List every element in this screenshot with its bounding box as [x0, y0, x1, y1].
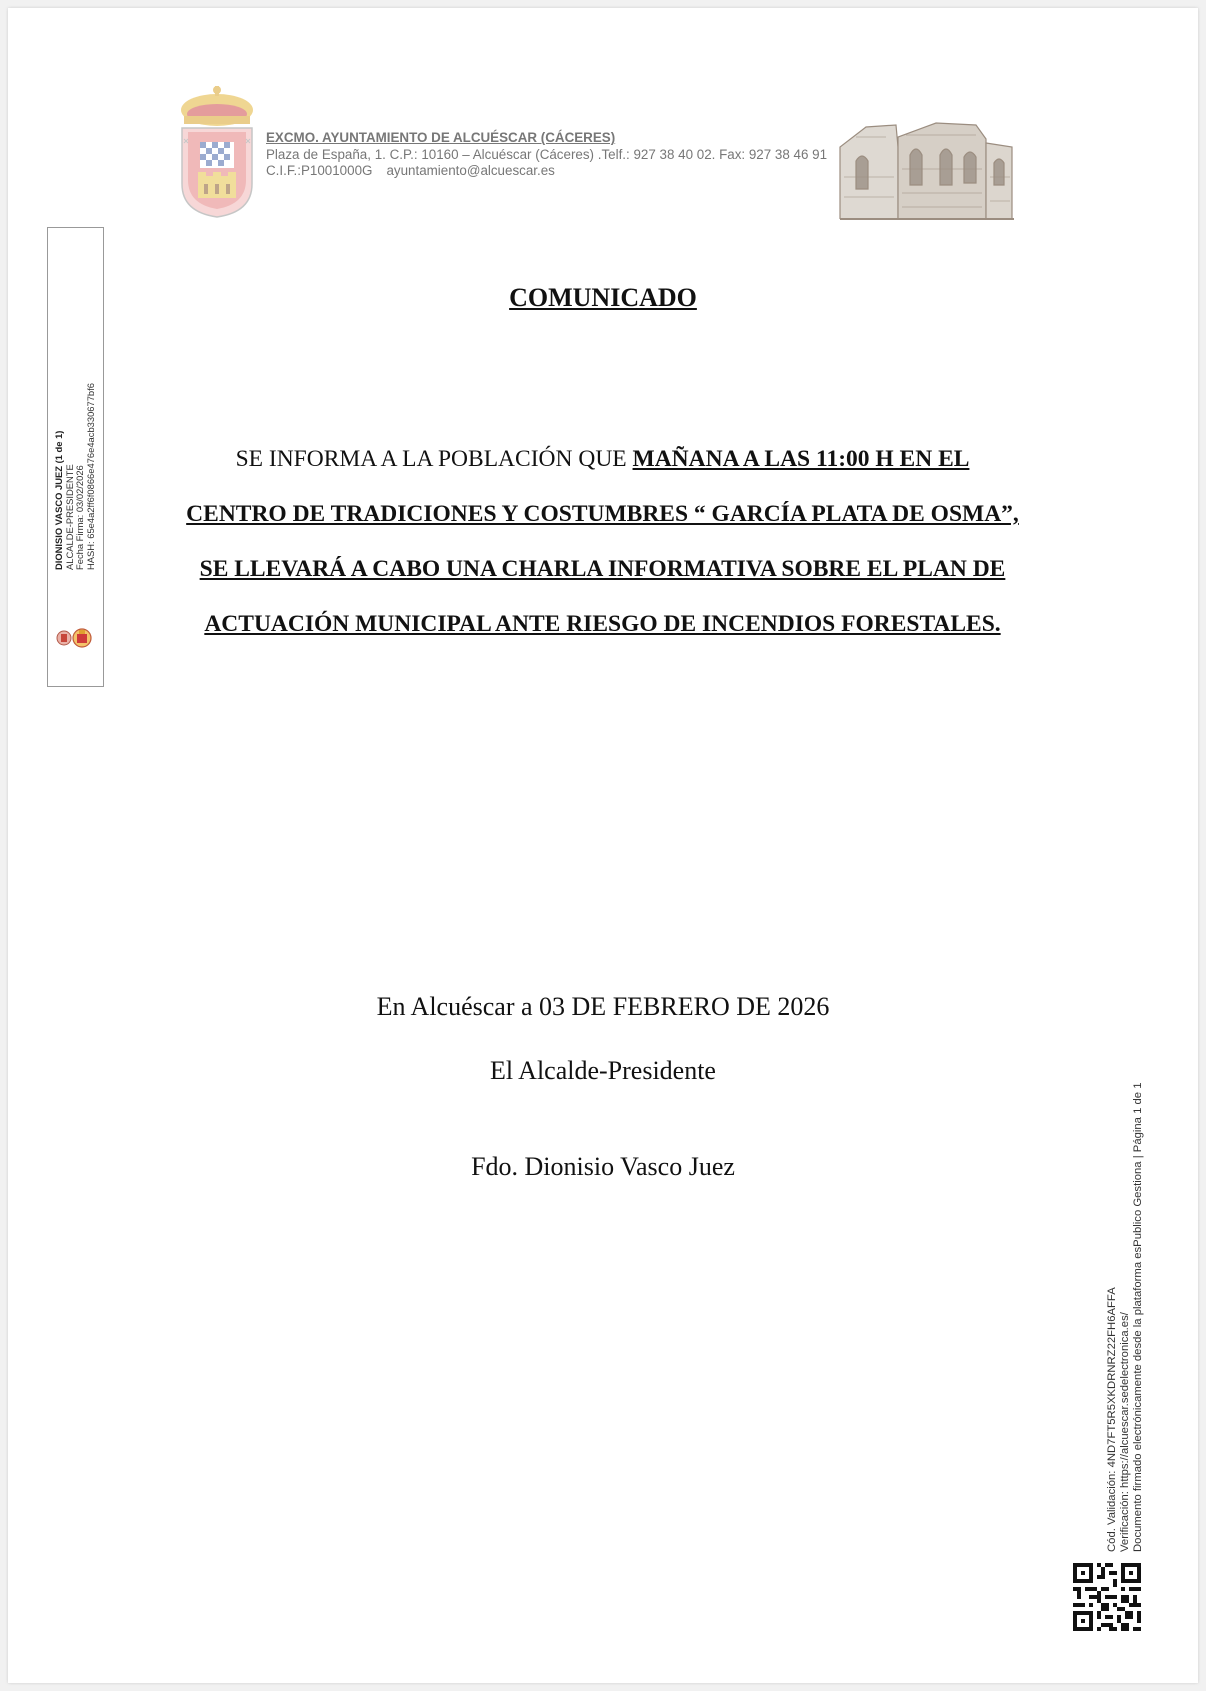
letterhead-email: ayuntamiento@alcuescar.es — [386, 163, 555, 178]
signer-role: El Alcalde-Presidente — [490, 1056, 716, 1085]
verification-block — [1106, 1082, 1144, 1552]
announcement-intro: SE INFORMA A LA POBLACIÓN QUE — [235, 446, 633, 472]
signer-name: Fdo. Dionisio Vasco Juez — [471, 1152, 735, 1181]
announcement-highlight: MAÑANA A LAS 11:00 H EN EL CENTRO DE TRADICIONES Y COSTUMBRES “ GARCÍA PLATA DE OSMA”, SE LLEVARÁ A CABO UNA CHARLA INFORMATIVA SOBRE EL PLAN DE ACTUACIÓN MUNICIPAL ANTE RIESGO DE INCENDIOS FORESTALES. — [186, 446, 1019, 637]
signature-name: DIONISIO VASCO JUEZ (1 de 1) — [53, 430, 64, 570]
letterhead-cif: C.I.F.:P1001000G — [266, 163, 373, 178]
verification-code: Cód. Validación: 4ND7FT5R5XKDRNRZ22FH6AFFA — [1106, 1287, 1118, 1552]
signature-details — [54, 383, 96, 570]
signature-hash: HASH: 65e4a2ff6f0866e476e4acb330677bf6 — [84, 383, 96, 570]
coat-of-arms-icon — [176, 84, 258, 220]
signature-seal-icon — [55, 626, 95, 650]
signature-role: ALCALDE-PRESIDENTE — [63, 464, 75, 570]
letterhead-title: EXCMO. AYUNTAMIENTO DE ALCUÉSCAR (CÁCERES) — [266, 130, 616, 145]
qr-code-icon — [1073, 1563, 1141, 1631]
signature-date: Fecha Firma: 03/02/2026 — [74, 465, 86, 570]
church-illustration — [836, 117, 1018, 221]
letterhead-address: Plaza de España, 1. C.P.: 10160 – Alcuéscar (Cáceres) .Telf.: 927 38 40 02. Fax: 927 38 46 91 — [266, 146, 828, 162]
announcement-body — [185, 432, 1020, 652]
verification-platform: Documento firmado electrónicamente desde la plataforma esPublico Gestiona | Página 1 de 1 — [1131, 1082, 1144, 1552]
document-page — [8, 8, 1198, 1683]
document-title: COMUNICADO — [509, 283, 697, 312]
verification-url: Verificación: https://alcuescar.sedelectronica.es/ — [1118, 1312, 1131, 1552]
date-line: En Alcuéscar a 03 DE FEBRERO DE 2026 — [376, 992, 830, 1021]
letterhead — [266, 130, 827, 180]
